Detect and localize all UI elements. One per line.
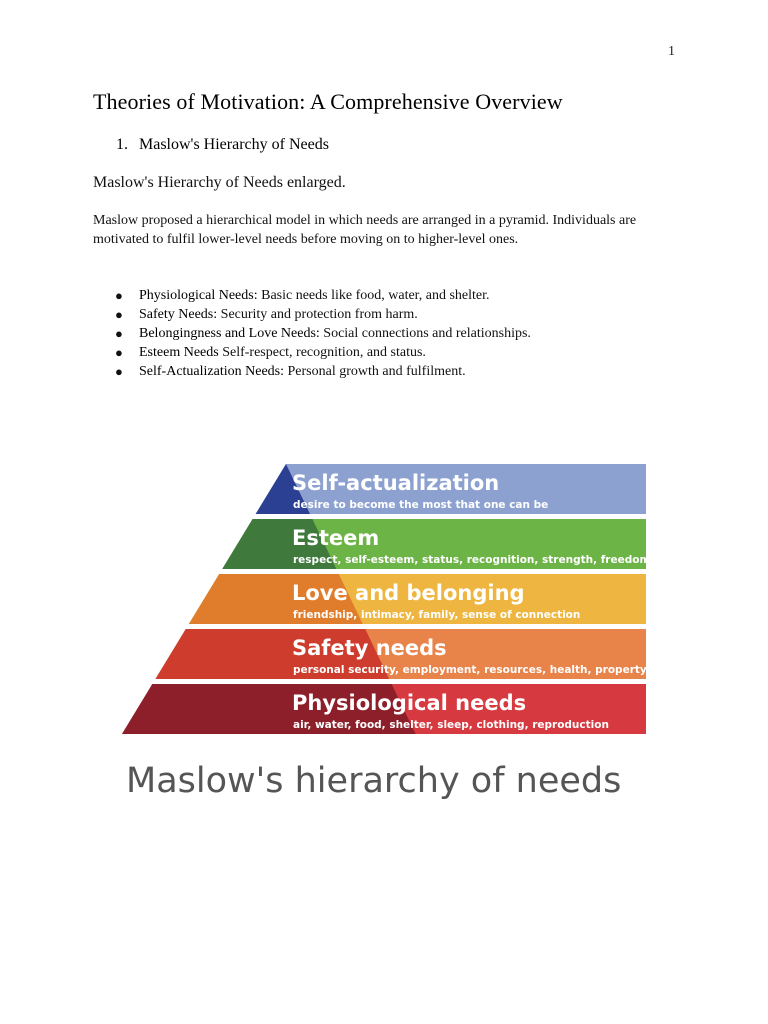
need-description: Security and protection from harm.	[217, 307, 418, 322]
need-term: Belongingness and Love Needs:	[139, 326, 320, 341]
intro-paragraph: Maslow proposed a hierarchical model in which needs are arranged in a pyramid. Individuals are motivated to fulfil lower-level needs before moving on to higher-level ones.	[93, 213, 637, 247]
pyramid-level-subtitle: respect, self-esteem, status, recognition, strength, freedom	[293, 554, 651, 566]
section-heading-text: Maslow's Hierarchy of Needs	[139, 136, 329, 153]
list-item	[93, 362, 668, 381]
pyramid-caption: Maslow's hierarchy of needs	[126, 761, 622, 801]
pyramid-level-subtitle: desire to become the most that one can be	[293, 499, 549, 511]
need-term: Self-Actualization Needs:	[139, 364, 285, 379]
need-description: Basic needs like food, water, and shelter.	[257, 288, 490, 303]
need-description: Self-respect, recognition, and status.	[218, 345, 426, 360]
bullet-icon: ●	[115, 345, 123, 360]
need-term: Esteem Needs	[139, 345, 219, 360]
pyramid-level-title: Self-actualization	[292, 471, 500, 495]
need-term: Physiological Needs:	[139, 288, 258, 303]
section-heading	[116, 136, 329, 154]
section-subtitle: Maslow's Hierarchy of Needs enlarged.	[93, 174, 346, 191]
section-number: 1.	[116, 136, 128, 153]
list-item	[93, 324, 668, 343]
pyramid-level-title: Esteem	[292, 526, 380, 550]
maslow-pyramid-figure	[118, 458, 652, 808]
pyramid-level-subtitle: air, water, food, shelter, sleep, clothing, reproduction	[293, 719, 609, 731]
pyramid-level-title: Safety needs	[292, 636, 447, 660]
pyramid-diagram	[118, 458, 652, 808]
bullet-icon: ●	[115, 364, 123, 379]
needs-list	[93, 286, 668, 381]
pyramid-level-subtitle: personal security, employment, resources, health, property	[293, 664, 647, 676]
bullet-icon: ●	[115, 326, 123, 341]
list-item	[93, 286, 668, 305]
pyramid-level-title: Physiological needs	[292, 691, 527, 715]
need-description: Personal growth and fulfilment.	[284, 364, 466, 379]
need-description: Social connections and relationships.	[319, 326, 531, 341]
list-item	[93, 343, 668, 362]
document-title: Theories of Motivation: A Comprehensive Overview	[93, 89, 563, 114]
need-term: Safety Needs:	[139, 307, 218, 322]
pyramid-level-subtitle: friendship, intimacy, family, sense of connection	[293, 609, 581, 621]
bullet-icon: ●	[115, 288, 123, 303]
page-number: 1	[668, 44, 675, 59]
pyramid-level-title: Love and belonging	[292, 581, 525, 605]
list-item	[93, 305, 668, 324]
bullet-icon: ●	[115, 307, 123, 322]
